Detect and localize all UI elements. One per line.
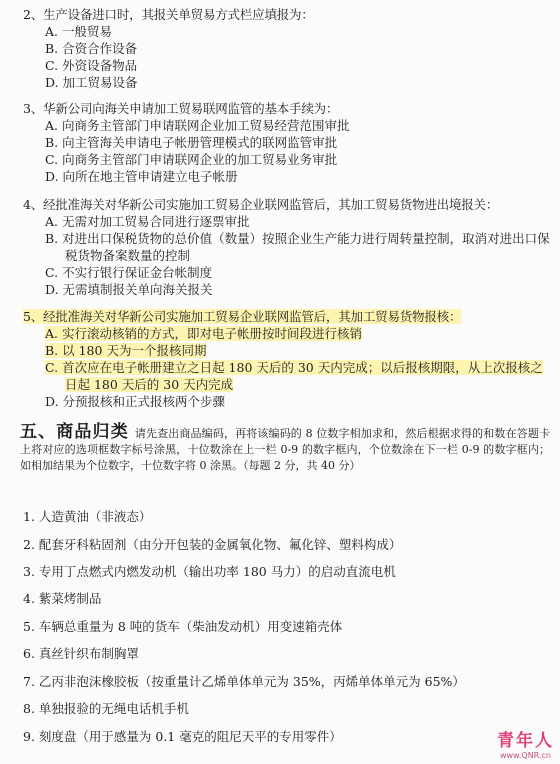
- option-c: C. 不实行银行保证金台帐制度: [45, 265, 213, 280]
- option-a-text: A. 实行滚动核销的方式，即对电子帐册按时间段进行核销: [45, 326, 362, 341]
- option-c: [23, 359, 553, 393]
- option-c: C. 外资设备物品: [45, 58, 138, 73]
- option-a: A. 无需对加工贸易合同进行逐票审批: [45, 214, 250, 229]
- option-b: [23, 342, 553, 359]
- question-2: [23, 7, 553, 91]
- question-5: [23, 309, 553, 410]
- list-item: 7. 乙丙非泡沫橡胶板（按重量计乙烯单体单元为 35%，丙烯单体单元为 65%）: [23, 674, 465, 689]
- option-b: B. 对进出口保税货物的总价值（数量）按照企业生产能力进行周转量控制，取消对进出口保税货物备案数量的控制: [45, 231, 550, 263]
- watermark-text: 青年人: [497, 731, 554, 751]
- watermark-logo: [497, 726, 554, 760]
- option-b: B. 合资合作设备: [45, 41, 138, 56]
- question-stem: 4、经批准海关对华新公司实施加工贸易企业联网监管后，其加工贸易货物进出境报关：: [23, 197, 499, 212]
- section-heading: [20, 424, 550, 474]
- list-item: 4. 紫菜烤制品: [23, 591, 102, 606]
- list-item: 9. 刻度盘（用于感量为 0.1 毫克的阻尼天平的专用零件）: [23, 729, 342, 744]
- list-item: 3. 专用丁点燃式内燃发动机（输出功率 180 马力）的启动直流电机: [23, 564, 396, 579]
- list-item: 8. 单独报验的无绳电话机手机: [23, 701, 189, 716]
- option-c-text: C. 首次应在电子帐册建立之日起 180 天后的 30 天内完成；以后报核期限，从上次报核之日起 180 天后的 30 天内完成: [45, 360, 543, 392]
- option-b: B. 向主管海关申请电子帐册管理模式的联网监管审批: [45, 135, 338, 150]
- section-title: 五、商品归类: [20, 422, 129, 442]
- option-d: D. 分预报核和正式报核两个步骤: [45, 394, 226, 409]
- list-item: 2. 配套牙科粘固剂（由分开包装的金属氧化物、氟化锌、塑料构成）: [23, 537, 402, 552]
- list-item: 1. 人造黄油（非液态）: [23, 509, 152, 524]
- section-instructions: 请先查出商品编码，再将该编码的 8 位数字相加求和，然后根据求得的和数在答题卡上将对应的选项框数字标号涂黑，十位数涂在上一栏 0-9 的数字框内，个位数涂在下一栏 0-9 的数字框内；如相加结果为个位数字，十位数字将 0 涂黑。（每题 2 分，共 40 分）: [20, 427, 550, 472]
- question-3: [23, 101, 553, 185]
- option-d: D. 向所在地主管申请建立电子帐册: [45, 169, 238, 184]
- question-stem: 2、生产设备进口时，其报关单贸易方式栏应填报为：: [23, 7, 314, 22]
- list-item: 5. 车辆总重量为 8 吨的货车（柴油发动机）用变速箱壳体: [23, 619, 343, 634]
- question-stem: [23, 309, 553, 325]
- option-d: D. 无需填制报关单向海关报关: [45, 282, 213, 297]
- option-a: A. 一般贸易: [45, 24, 112, 39]
- option-a: [23, 325, 553, 342]
- question-stem: 3、华新公司向海关申请加工贸易联网监管的基本手续为：: [23, 101, 339, 116]
- option-c: C. 向商务主管部门申请联网企业的加工贸易业务审批: [45, 152, 338, 167]
- watermark-url: www.QNR.cn: [499, 751, 551, 760]
- question-stem-text: 5、经批准海关对华新公司实施加工贸易企业联网监管后，其加工贸易货物报核：: [23, 309, 462, 324]
- option-a: A. 向商务主管部门申请联网企业加工贸易经营范围审批: [45, 118, 350, 133]
- list-item: 6. 真丝针织布制胸罩: [23, 646, 139, 661]
- question-4: [23, 197, 553, 298]
- option-b-text: B. 以 180 天为一个报核同期: [45, 343, 207, 358]
- option-d: D. 加工贸易设备: [45, 75, 138, 90]
